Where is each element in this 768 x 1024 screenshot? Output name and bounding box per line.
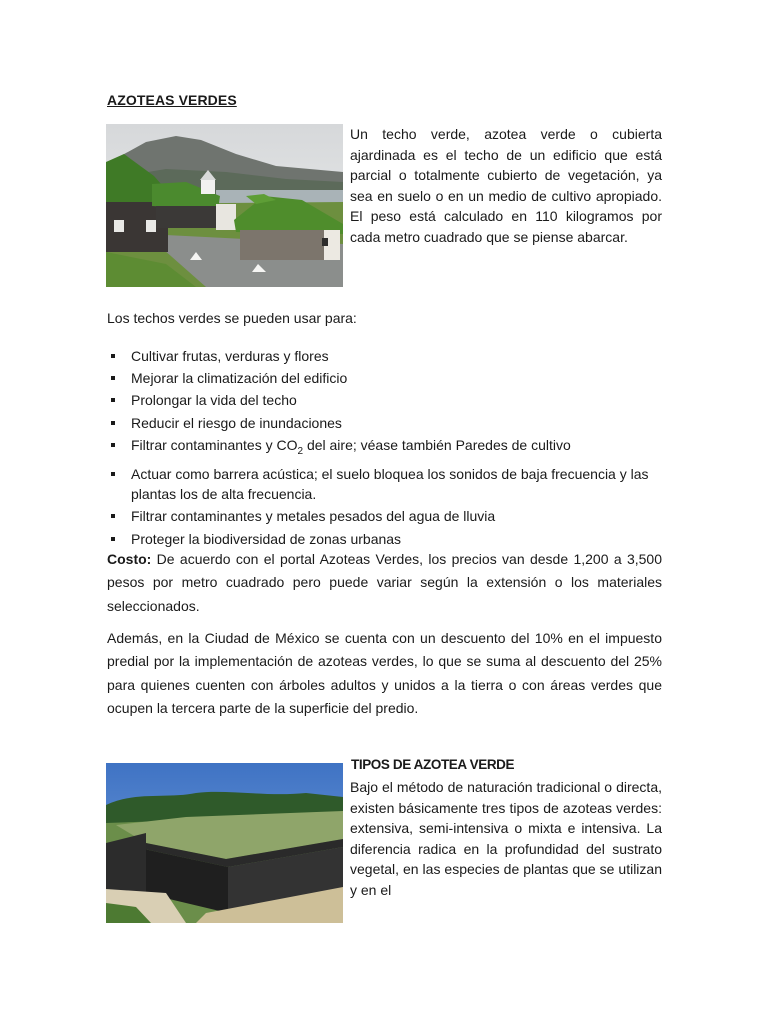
page-title: AZOTEAS VERDES — [107, 92, 237, 108]
costo-paragraph — [107, 548, 662, 618]
tipos-paragraph: Bajo el método de naturación tradicional o directa, existen básicamente tres tipos de azoteas verdes: extensiva, semi-intensiva o mixta e intensiva. La diferencia radica en la profundidad del sustrato vegetal, en las especies de plantas que se utilizan y en el — [350, 779, 662, 898]
co2-text-after: del aire; véase también Paredes de cultivo — [303, 436, 571, 453]
ademas-paragraph: Además, en la Ciudad de México se cuenta con un descuento del 10% en el impuesto predial por la implementación de azoteas verdes, lo que se suma al descuento del 25% para quienes cuenten con árboles adultos y unidos a la tierra o con áreas verdes que ocupen la tercera parte de la superficie del predio. — [107, 630, 662, 717]
tipos-title: TIPOS DE AZOTEA VERDE — [351, 757, 515, 772]
list-item: Prolongar la vida del techo — [107, 390, 663, 411]
intro-paragraph: Un techo verde, azotea verde o cubierta ajardinada es el techo de un edificio que está parcial o totalmente cubierto de vegetación, ya sea en suelo o en un medio de cultivo apropiado. El peso está calculado en 110 kilogramos por cada metro cuadrado que se piense abarcar. — [350, 126, 662, 245]
green-roof-houses-photo — [106, 124, 343, 287]
costo-text: De acuerdo con el portal Azoteas Verdes, los precios van desde 1,200 a 3,500 pesos por metro cuadrado pero puede variar según la extensión o los materiales seleccionados. — [107, 551, 662, 614]
list-item: Filtrar contaminantes y metales pesados del agua de lluvia — [107, 506, 663, 527]
list-item-co2 — [107, 435, 663, 462]
uses-lead: Los techos verdes se pueden usar para: — [107, 310, 357, 326]
list-item: Reducir el riesgo de inundaciones — [107, 413, 663, 434]
costo-label: Costo: — [107, 551, 152, 567]
list-item: Actuar como barrera acústica; el suelo bloquea los sonidos de baja frecuencia y las plantas los de alta frecuencia. — [107, 464, 663, 505]
green-roof-building-photo — [106, 763, 343, 923]
list-item: Proteger la biodiversidad de zonas urbanas — [107, 529, 663, 550]
co2-text-before: Filtrar contaminantes y CO — [131, 436, 298, 453]
co2-subscript: 2 — [297, 445, 304, 457]
list-item: Cultivar frutas, verduras y flores — [107, 346, 663, 367]
uses-list — [107, 346, 663, 551]
list-item: Mejorar la climatización del edificio — [107, 368, 663, 389]
